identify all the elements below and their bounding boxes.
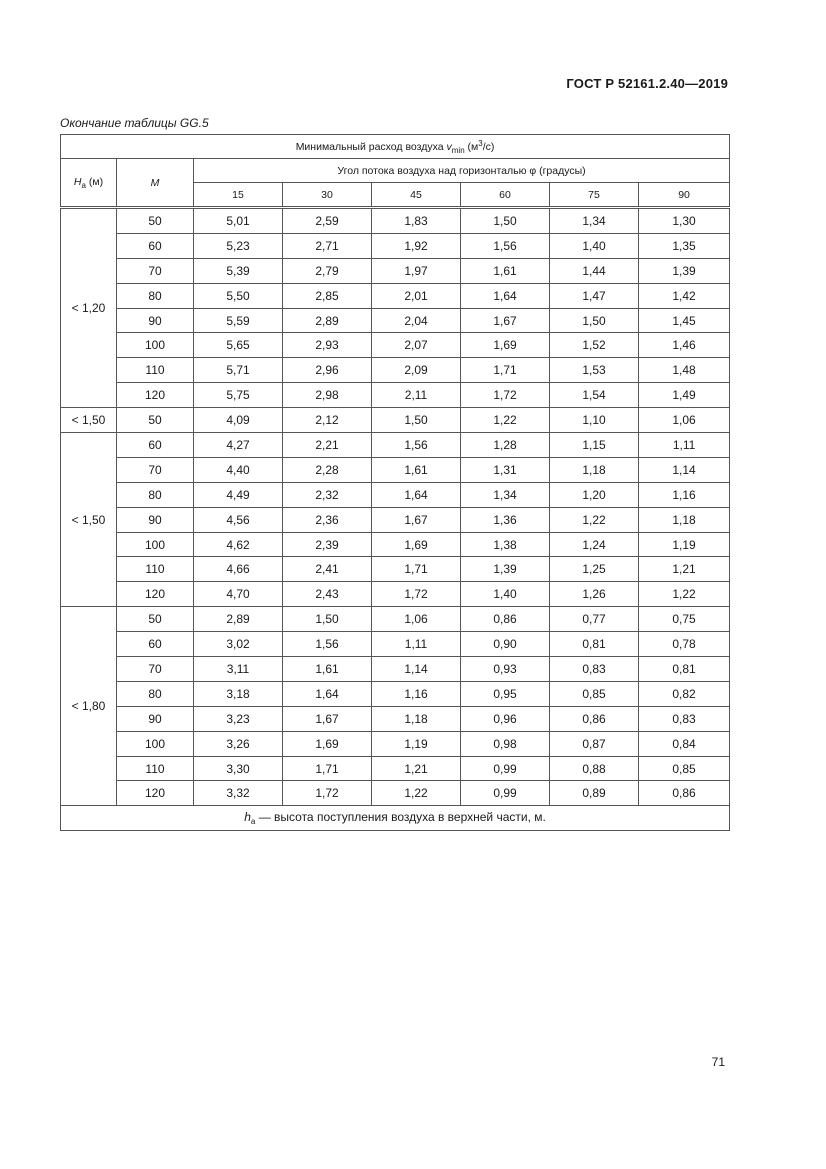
value-cell: 1,46 (639, 333, 730, 358)
value-cell: 1,50 (283, 607, 372, 632)
value-cell: 1,40 (550, 233, 639, 258)
value-cell: 3,02 (194, 632, 283, 657)
value-cell: 0,93 (461, 657, 550, 682)
value-cell: 1,64 (283, 681, 372, 706)
value-cell: 3,23 (194, 706, 283, 731)
value-cell: 5,71 (194, 358, 283, 383)
table-row (61, 681, 730, 706)
table-body (61, 135, 730, 831)
value-cell: 2,07 (372, 333, 461, 358)
value-cell: 1,22 (550, 507, 639, 532)
value-cell: 1,11 (639, 433, 730, 458)
h-column-header (61, 159, 117, 208)
value-cell: 1,31 (461, 457, 550, 482)
value-cell: 1,69 (283, 731, 372, 756)
value-cell: 1,50 (550, 308, 639, 333)
value-cell: 1,39 (461, 557, 550, 582)
angle-header-cell: 75 (550, 183, 639, 208)
value-cell: 1,25 (550, 557, 639, 582)
value-cell: 2,09 (372, 358, 461, 383)
note-var: h (244, 810, 251, 825)
value-cell: 2,01 (372, 283, 461, 308)
value-cell: 3,32 (194, 781, 283, 806)
value-cell: 1,61 (461, 258, 550, 283)
title-unit-sup: 3 (478, 138, 483, 148)
value-cell: 5,50 (194, 283, 283, 308)
value-cell: 2,59 (283, 208, 372, 234)
value-cell: 1,72 (372, 582, 461, 607)
value-cell: 1,67 (461, 308, 550, 333)
value-cell: 1,22 (461, 408, 550, 433)
value-cell: 0,81 (639, 657, 730, 682)
value-cell: 0,98 (461, 731, 550, 756)
value-cell: 2,89 (194, 607, 283, 632)
value-cell: 2,12 (283, 408, 372, 433)
title-unit-post: /с) (482, 140, 495, 153)
value-cell: 1,16 (372, 681, 461, 706)
m-cell: 70 (117, 657, 194, 682)
value-cell: 1,38 (461, 532, 550, 557)
value-cell: 0,95 (461, 681, 550, 706)
value-cell: 1,53 (550, 358, 639, 383)
value-cell: 2,85 (283, 283, 372, 308)
table-row (61, 283, 730, 308)
value-cell: 3,11 (194, 657, 283, 682)
value-cell: 1,48 (639, 358, 730, 383)
title-prefix: Минимальный расход воздуха (295, 140, 447, 153)
value-cell: 1,69 (372, 532, 461, 557)
value-cell: 4,70 (194, 582, 283, 607)
value-cell: 1,61 (283, 657, 372, 682)
m-cell: 80 (117, 283, 194, 308)
value-cell: 5,39 (194, 258, 283, 283)
value-cell: 1,67 (283, 706, 372, 731)
table-row (61, 433, 730, 458)
value-cell: 1,36 (461, 507, 550, 532)
value-cell: 0,83 (639, 706, 730, 731)
value-cell: 2,41 (283, 557, 372, 582)
value-cell: 1,18 (550, 457, 639, 482)
value-cell: 0,99 (461, 756, 550, 781)
m-cell: 90 (117, 706, 194, 731)
value-cell: 0,85 (639, 756, 730, 781)
m-cell: 70 (117, 457, 194, 482)
value-cell: 1,39 (639, 258, 730, 283)
value-cell: 2,43 (283, 582, 372, 607)
value-cell: 1,19 (372, 731, 461, 756)
value-cell: 2,96 (283, 358, 372, 383)
value-cell: 2,04 (372, 308, 461, 333)
height-cell: < 1,80 (61, 607, 117, 806)
value-cell: 1,26 (550, 582, 639, 607)
table-row (61, 308, 730, 333)
table-row (61, 731, 730, 756)
value-cell: 0,99 (461, 781, 550, 806)
m-cell: 100 (117, 731, 194, 756)
value-cell: 4,27 (194, 433, 283, 458)
value-cell: 1,15 (550, 433, 639, 458)
table-row (61, 457, 730, 482)
note-text: — высота поступления воздуха в верхней части, м. (255, 810, 546, 825)
table-row (61, 706, 730, 731)
value-cell: 1,42 (639, 283, 730, 308)
value-cell: 1,50 (461, 208, 550, 234)
document-standard-header: ГОСТ Р 52161.2.40—2019 (566, 76, 728, 91)
value-cell: 1,71 (283, 756, 372, 781)
value-cell: 5,65 (194, 333, 283, 358)
m-cell: 80 (117, 482, 194, 507)
value-cell: 1,30 (639, 208, 730, 234)
m-cell: 60 (117, 433, 194, 458)
angle-header-cell: 60 (461, 183, 550, 208)
height-cell: < 1,50 (61, 433, 117, 607)
value-cell: 3,30 (194, 756, 283, 781)
page-number: 71 (711, 1055, 725, 1069)
m-column-header (117, 159, 194, 208)
m-cell: 110 (117, 358, 194, 383)
angle-header-cell: 30 (283, 183, 372, 208)
value-cell: 1,97 (372, 258, 461, 283)
m-cell: 110 (117, 756, 194, 781)
value-cell: 0,75 (639, 607, 730, 632)
m-cell: 80 (117, 681, 194, 706)
m-cell: 120 (117, 582, 194, 607)
value-cell: 1,52 (550, 333, 639, 358)
value-cell: 1,44 (550, 258, 639, 283)
m-cell: 120 (117, 383, 194, 408)
value-cell: 2,71 (283, 233, 372, 258)
value-cell: 1,72 (461, 383, 550, 408)
value-cell: 1,11 (372, 632, 461, 657)
value-cell: 2,39 (283, 532, 372, 557)
table-caption: Окончание таблицы GG.5 (60, 116, 209, 130)
value-cell: 0,82 (639, 681, 730, 706)
value-cell: 1,19 (639, 532, 730, 557)
value-cell: 3,18 (194, 681, 283, 706)
value-cell: 5,75 (194, 383, 283, 408)
m-cell: 100 (117, 333, 194, 358)
value-cell: 5,23 (194, 233, 283, 258)
value-cell: 1,54 (550, 383, 639, 408)
value-cell: 1,18 (372, 706, 461, 731)
angle-header-cell: 15 (194, 183, 283, 208)
value-cell: 2,32 (283, 482, 372, 507)
note-row (61, 806, 730, 831)
table-row (61, 408, 730, 433)
value-cell: 1,92 (372, 233, 461, 258)
table-row (61, 358, 730, 383)
value-cell: 1,64 (461, 283, 550, 308)
value-cell: 1,50 (372, 408, 461, 433)
value-cell: 0,78 (639, 632, 730, 657)
table-row (61, 333, 730, 358)
value-cell: 1,47 (550, 283, 639, 308)
value-cell: 2,93 (283, 333, 372, 358)
table-row (61, 258, 730, 283)
value-cell: 1,21 (372, 756, 461, 781)
value-cell: 1,61 (372, 457, 461, 482)
m-cell: 110 (117, 557, 194, 582)
m-label: M (150, 176, 160, 189)
value-cell: 4,62 (194, 532, 283, 557)
value-cell: 1,56 (461, 233, 550, 258)
angle-header-cell: 45 (372, 183, 461, 208)
value-cell: 5,59 (194, 308, 283, 333)
value-cell: 1,20 (550, 482, 639, 507)
value-cell: 1,28 (461, 433, 550, 458)
value-cell: 1,14 (372, 657, 461, 682)
h-label-unit: (м) (85, 175, 104, 188)
value-cell: 1,67 (372, 507, 461, 532)
airflow-table (60, 134, 730, 831)
value-cell: 2,79 (283, 258, 372, 283)
m-cell: 50 (117, 208, 194, 234)
table-row (61, 208, 730, 234)
value-cell: 0,96 (461, 706, 550, 731)
m-cell: 50 (117, 408, 194, 433)
value-cell: 1,06 (372, 607, 461, 632)
table-note (61, 806, 730, 831)
m-cell: 90 (117, 308, 194, 333)
value-cell: 1,21 (639, 557, 730, 582)
h-label-sub: a (81, 180, 86, 190)
value-cell: 1,72 (283, 781, 372, 806)
table-row (61, 383, 730, 408)
value-cell: 4,66 (194, 557, 283, 582)
table-row (61, 607, 730, 632)
table-row (61, 632, 730, 657)
value-cell: 0,86 (461, 607, 550, 632)
value-cell: 1,22 (372, 781, 461, 806)
table-row (61, 482, 730, 507)
value-cell: 1,56 (283, 632, 372, 657)
m-cell: 60 (117, 632, 194, 657)
value-cell: 1,69 (461, 333, 550, 358)
value-cell: 4,56 (194, 507, 283, 532)
angle-header-cell: 90 (639, 183, 730, 208)
value-cell: 1,64 (372, 482, 461, 507)
value-cell: 0,90 (461, 632, 550, 657)
value-cell: 0,77 (550, 607, 639, 632)
value-cell: 1,35 (639, 233, 730, 258)
value-cell: 1,71 (372, 557, 461, 582)
value-cell: 5,01 (194, 208, 283, 234)
value-cell: 1,34 (550, 208, 639, 234)
value-cell: 1,22 (639, 582, 730, 607)
table-row (61, 781, 730, 806)
value-cell: 0,86 (550, 706, 639, 731)
value-cell: 4,49 (194, 482, 283, 507)
table-row (61, 233, 730, 258)
m-cell: 90 (117, 507, 194, 532)
value-cell: 1,14 (639, 457, 730, 482)
table-row (61, 657, 730, 682)
value-cell: 2,36 (283, 507, 372, 532)
h-label-var: H (73, 175, 82, 188)
value-cell: 0,85 (550, 681, 639, 706)
table-title (61, 135, 730, 159)
value-cell: 3,26 (194, 731, 283, 756)
m-cell: 60 (117, 233, 194, 258)
m-cell: 120 (117, 781, 194, 806)
table-row (61, 557, 730, 582)
height-cell: < 1,20 (61, 208, 117, 408)
value-cell: 0,89 (550, 781, 639, 806)
m-cell: 50 (117, 607, 194, 632)
title-sub: min (451, 145, 465, 155)
value-cell: 1,40 (461, 582, 550, 607)
value-cell: 1,71 (461, 358, 550, 383)
value-cell: 4,40 (194, 457, 283, 482)
table-row (61, 507, 730, 532)
value-cell: 1,24 (550, 532, 639, 557)
value-cell: 2,98 (283, 383, 372, 408)
table-row (61, 532, 730, 557)
table-row (61, 756, 730, 781)
m-cell: 70 (117, 258, 194, 283)
angle-group-header: Угол потока воздуха над горизонталью φ (градусы) (194, 159, 730, 183)
value-cell: 0,83 (550, 657, 639, 682)
m-cell: 100 (117, 532, 194, 557)
value-cell: 1,18 (639, 507, 730, 532)
value-cell: 1,49 (639, 383, 730, 408)
value-cell: 0,84 (639, 731, 730, 756)
height-cell: < 1,50 (61, 408, 117, 433)
value-cell: 2,28 (283, 457, 372, 482)
title-unit-pre: (м (464, 140, 479, 153)
value-cell: 1,34 (461, 482, 550, 507)
value-cell: 0,88 (550, 756, 639, 781)
value-cell: 1,83 (372, 208, 461, 234)
value-cell: 1,06 (639, 408, 730, 433)
value-cell: 2,89 (283, 308, 372, 333)
value-cell: 4,09 (194, 408, 283, 433)
value-cell: 2,11 (372, 383, 461, 408)
value-cell: 1,56 (372, 433, 461, 458)
value-cell: 1,16 (639, 482, 730, 507)
value-cell: 1,45 (639, 308, 730, 333)
value-cell: 0,81 (550, 632, 639, 657)
value-cell: 0,86 (639, 781, 730, 806)
table-row (61, 582, 730, 607)
title-var: v (446, 140, 452, 153)
value-cell: 1,10 (550, 408, 639, 433)
value-cell: 0,87 (550, 731, 639, 756)
note-sub: a (250, 817, 256, 827)
value-cell: 2,21 (283, 433, 372, 458)
